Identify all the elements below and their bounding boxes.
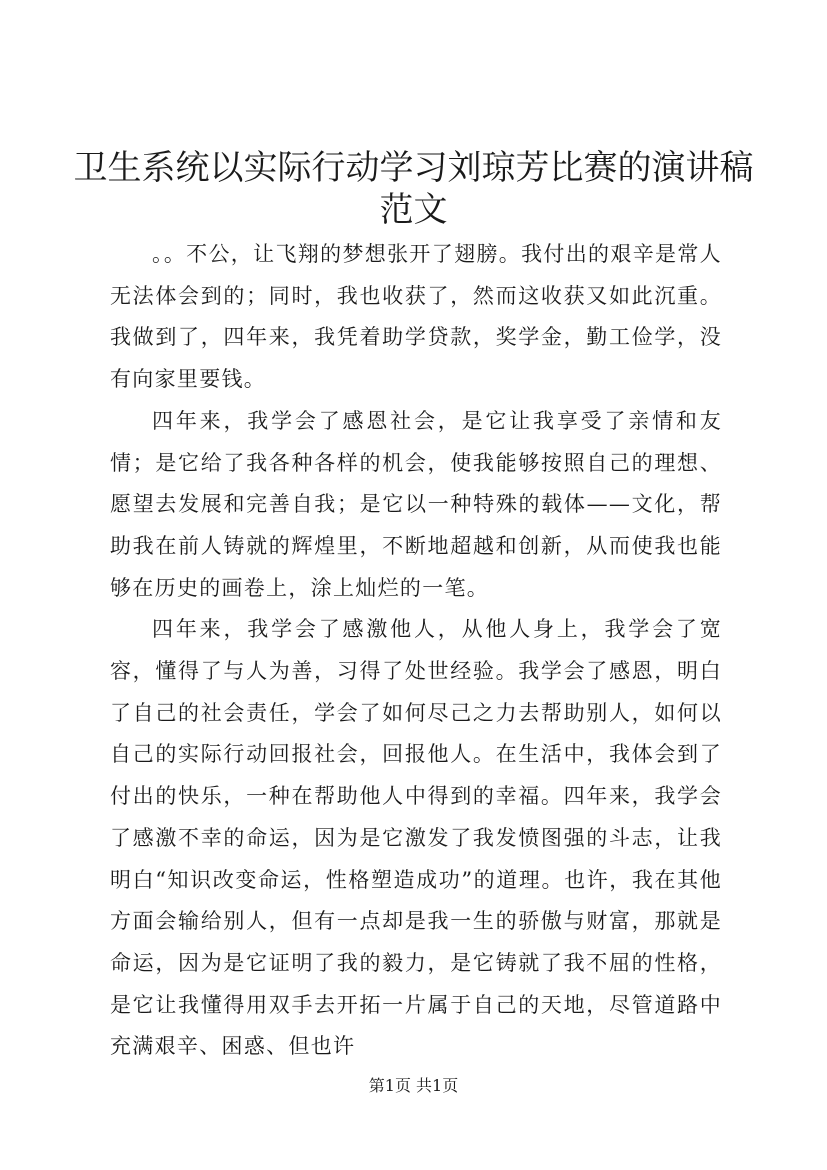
paragraph: 四年来，我学会了感恩社会，是它让我享受了亲情和友情；是它给了我各种各样的机会，使我能够按照自己的理想、愿望去发展和完善自我；是它以一种特殊的载体——文化，帮助我在前人铸就的辉煌里，不断地超越和创新，从而使我也能够在历史的画卷上，涂上灿烂的一笔。 xyxy=(110,408,722,600)
paragraph: 。。不公，让飞翔的梦想张开了翅膀。我付出的艰辛是常人无法体会到的；同时，我也收获了，然而这收获又如此沉重。我做到了，四年来，我凭着助学贷款，奖学金，勤工俭学，没有向家里要钱。 xyxy=(110,242,722,392)
paragraph: 四年来，我学会了感激他人，从他人身上，我学会了宽容，懂得了与人为善，习得了处世经验。我学会了感恩，明白了自己的社会责任，学会了如何尽己之力去帮助别人，如何以自己的实际行动回报社会，回报他人。在生活中，我体会到了付出的快乐，一种在帮助他人中得到的幸福。四年来，我学会了感激不幸的命运，因为是它激发了我发愤图强的斗志，让我明白“知识改变命运，性格塑造成功”的道理。也许，我在其他方面会输给别人，但有一点却是我一生的骄傲与财富，那就是命运，因为是它证明了我的毅力，是它铸就了我不屈的性格，是它让我懂得用双手去开拓一片属于自己的天地，尽管道路中充满艰辛、困惑、但也许 xyxy=(110,617,722,1059)
page-footer: 第1页 共1页 xyxy=(368,1076,459,1095)
document-body xyxy=(110,234,722,1068)
document-title-line-1: 卫生系统以实际行动学习刘琼芳比赛的演讲稿 xyxy=(73,148,754,188)
document-title-line-2: 范文 xyxy=(379,190,448,230)
